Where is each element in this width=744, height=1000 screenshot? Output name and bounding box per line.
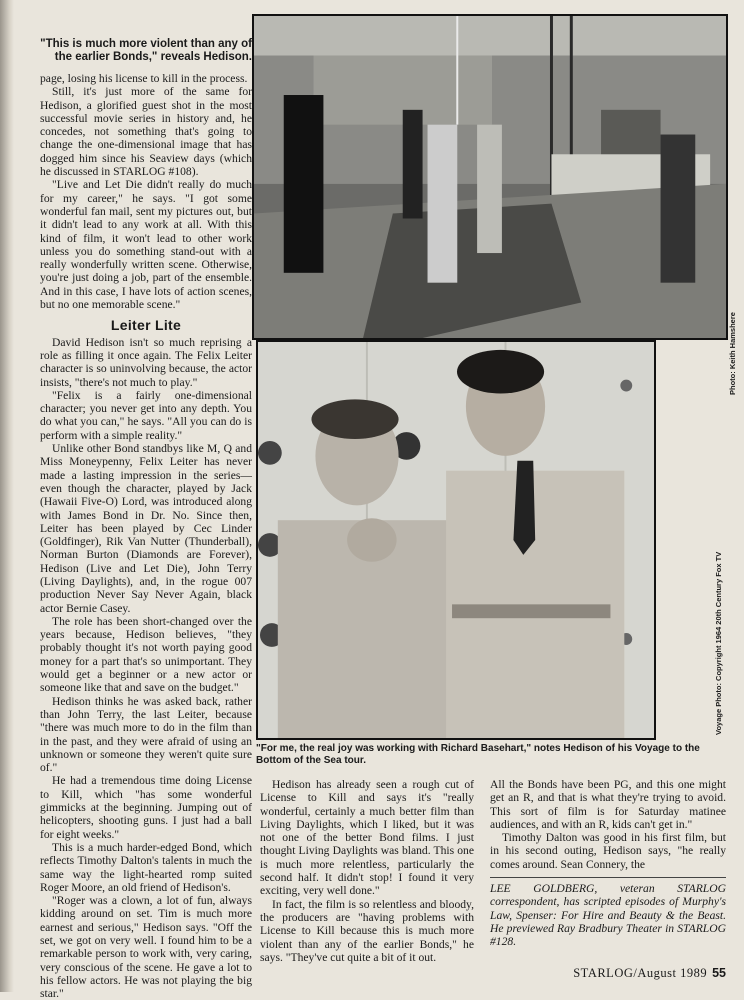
col1-paragraph: The role has been short-changed over the years because, Hedison believes, "they probably thought it's not worth paying good money for a part that's so unimportant. They would get a beginner or a new actor or someone like that and save on the budget." xyxy=(40,614,252,695)
col1-paragraph: He had a tremendous time doing License to Kill, which "has some wonderful gimmicks at the beginning. Jumping out of helicopters, shooting guns. I just had a ball for eight weeks." xyxy=(40,774,252,841)
author-bio: LEE GOLDBERG, veteran STARLOG correspondent, has scripted episodes of Murphy's Law, Spenser: For Hire and Beauty & the Beast. He previewed Ray Bradbury Theater in STARLOG #128. xyxy=(490,882,726,949)
col1-paragraph: "Live and Let Die didn't really do much for my career," he says. "I got some wonderful fan mail, sent my pictures out, but it didn't lead to any work at all. With this kind of film, it won't lead to other work unless you do something stand-out with a really wonderfully written scene. Otherwise, you're just doing a job, part of the ensemble. And in this case, I have lots of action scenes, but no one memorable scene." xyxy=(40,178,252,312)
pull-quote: "This is much more violent than any of the earlier Bonds," reveals Hedison. xyxy=(40,38,252,63)
column-3 xyxy=(490,778,726,949)
col1-paragraph: Unlike other Bond standbys like M, Q and Miss Moneypenny, Felix Leiter has never made a lasting impression in the series—even though the character, played by Jack (Hawaii Five-O) Lord, was introduced along with James Bond in Dr. No. Since then, Leiter has been played by Cec Linder (Goldfinger), Rik Van Nutter (Thunderball), Norman Burton (Diamonds are Forever), Hedison (Live and Let Die), John Terry (Living Daylights), and, in the rogue 007 production Never Say Never Again, black actor Bernie Casey. xyxy=(40,442,252,615)
bio-divider xyxy=(490,877,726,878)
col1-paragraph: Hedison thinks he was asked back, rather than John Terry, the last Leiter, because "there was much more to do in the film than in the past, and they were afraid of using an unknown or someone they weren't quite sure of." xyxy=(40,694,252,775)
col1-paragraph: David Hedison isn't so much reprising a role as filling it once again. The Felix Leiter character is so uninvolving because, the actor insists, "there's not much to play." xyxy=(40,335,252,389)
page-binding-shadow xyxy=(0,0,14,992)
photo-set-scene xyxy=(252,14,728,340)
col1-paragraph: "Felix is a fairly one-dimensional character; you never get into any depth. You do what you can," he says. "All you can do is perform with a simple reality." xyxy=(40,388,252,442)
col1-paragraph: "Roger was a clown, a lot of fun, always kidding around on set. Tim is much more earnest and serious," Hedison says. "Off the set, we got on very well. I found him to be a remarkable person to work with, very caring, very conscious of the scene. He gave a lot to his fellow actors. He was not playing the big star." xyxy=(40,894,252,1000)
set-scene-image xyxy=(254,16,726,338)
col2-paragraph: In fact, the film is so relentless and bloody, the producers are "having problems with License to Kill because this is much more violent than any of the earlier Bonds," he says. "They've cut quite a bit of it out. xyxy=(260,897,474,964)
col3-paragraph: All the Bonds have been PG, and this one might get an R, and that is what they're trying to avoid. This sort of film is for Saturday matinee audiences, and with an R, kids can't get in." xyxy=(490,778,726,831)
footer-magazine: STARLOG/August 1989 xyxy=(573,966,708,980)
hedison-basehart-image xyxy=(258,342,654,738)
page-footer xyxy=(573,966,726,981)
column-2 xyxy=(260,778,474,964)
photo-credit-bottom: Voyage Photo: Copyright 1964 20th Century Fox TV xyxy=(714,551,723,735)
photo-caption: "For me, the real joy was working with Richard Basehart," notes Hedison of his Voyage to the Bottom of the Sea tour. xyxy=(256,743,700,766)
col1-paragraph: page, losing his license to kill in the process. xyxy=(40,72,248,85)
photo-hedison-basehart xyxy=(256,340,656,740)
col3-paragraph: Timothy Dalton was good in his first film, but in his second outing, Hedison says, "he really comes around. Sean Connery, the xyxy=(490,831,726,871)
column-1 xyxy=(40,38,252,1000)
col2-paragraph: Hedison has already seen a rough cut of License to Kill and says it's "really wonderful, certainly a much better film than Living Daylights, which I liked, but it was not one of the better Bond films. I just thought Living Daylights was bland. This one is much more relentless, particularly the second half. It didn't stop! I found it very exciting, very well done." xyxy=(260,778,474,898)
page-number: 55 xyxy=(712,966,726,980)
photo-credit-top: Photo: Keith Hamshere xyxy=(728,312,737,395)
col1-paragraph: This is a much harder-edged Bond, which reflects Timothy Dalton's talents in much the same way the light-hearted romp suited Roger Moore, an old friend of Hedison's. xyxy=(40,840,252,894)
subhead-leiter-lite: Leiter Lite xyxy=(110,317,182,334)
col1-paragraph: Still, it's just more of the same for Hedison, a glorified guest shot in the most successful movie series in history and, he concedes, not something that's going to change the one-dimensional image that has dogged him since his Seaview days (which he discussed in STARLOG #108). xyxy=(40,85,252,179)
